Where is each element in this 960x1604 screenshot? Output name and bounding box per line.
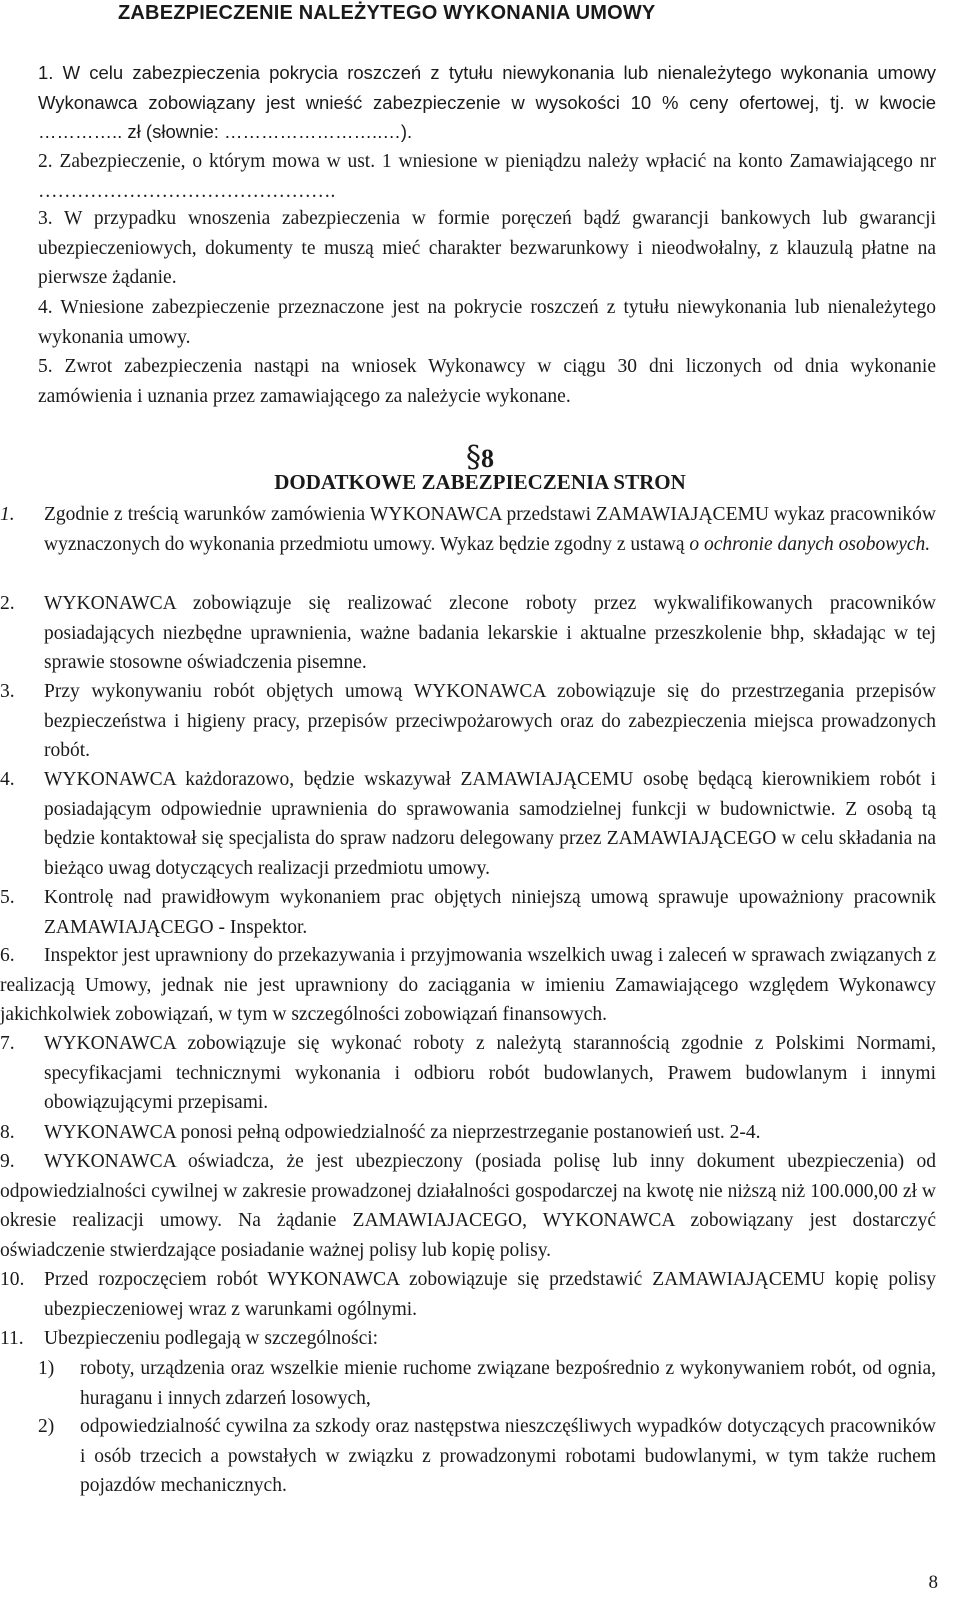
s8-item-7: [0, 1029, 936, 1118]
item-number: 1.: [0, 504, 15, 525]
item-number: 6.: [0, 945, 15, 966]
item-text: Inspektor jest uprawniony do przekazywania i przyjmowania wszelkich uwag i zaleceń w sprawach związanych z realizacją Umowy, jednak nie jest uprawniony do zaciągania w imieniu Zamawiającego względem Wykonawcy jakichkolwiek zobowiązań, w tym w szczególności zobowiązań finansowych.: [0, 945, 936, 1025]
item-number: 4.: [0, 769, 15, 790]
s8-item-5: [0, 883, 936, 942]
item-number: 5.: [0, 887, 15, 908]
s8-subitem-1: [38, 1354, 936, 1413]
s7-paragraph-5: 5. Zwrot zabezpieczenia nastąpi na wniosek Wykonawcy w ciągu 30 dni liczonych od dnia wykonanie zamówienia i uznania przez zamawiającego za należycie wykonane.: [38, 356, 936, 407]
item-number: 9.: [0, 1151, 15, 1172]
s8-item-4: [0, 765, 936, 883]
subitem-text: odpowiedzialność cywilna za szkody oraz następstwa nieszczęśliwych wypadków dotyczących pracowników i osób trzecich a powstałych w związku z prowadzonymi robotami budowlanymi, w tym także ruchem pojazdów mechanicznych.: [80, 1416, 936, 1496]
item-number: 10.: [0, 1269, 25, 1290]
s7-paragraph-4: 4. Wniesione zabezpieczenie przeznaczone jest na pokrycie roszczeń z tytułu niewykonania lub nienależytego wykonania umowy.: [38, 297, 936, 348]
item-text: Zgodnie z treścią warunków zamówienia WYKONAWCA przedstawi ZAMAWIAJĄCEMU wykaz pracowników wyznaczonych do wykonania przedmiotu umowy. Wykaz będzie zgodny z ustawą o ochronie danych osobowych.: [44, 504, 936, 555]
s8-item-1: [0, 500, 936, 559]
s8-item-8: [0, 1118, 936, 1148]
item-text: Przy wykonywaniu robót objętych umową WYKONAWCA zobowiązuje się do przestrzegania przepisów bezpieczeństwa i higieny pracy, przepisów przeciwpożarowych oraz do zabezpieczenia miejsca prowadzonych robót.: [44, 681, 936, 761]
italic-law-name: o ochronie danych osobowych.: [689, 533, 931, 555]
item-number: 11.: [0, 1328, 24, 1349]
subitem-text: roboty, urządzenia oraz wszelkie mienie ruchome związane bezpośrednio z wykonywaniem robót, od ognia, huraganu i innych zdarzeń losowych,: [80, 1358, 936, 1409]
page-number: 8: [928, 1572, 938, 1593]
s8-item-11: [0, 1324, 936, 1354]
item-text: Przed rozpoczęciem robót WYKONAWCA zobowiązuje się przedstawić ZAMAWIAJĄCEMU kopię polisy ubezpieczeniowej wraz z warunkami ogólnymi.: [44, 1269, 936, 1320]
s8-item-6: [0, 941, 936, 1030]
s8-item-2: [0, 589, 936, 678]
subitem-number: 2): [38, 1416, 55, 1437]
s7-paragraph-2: 2. Zabezpieczenie, o którym mowa w ust. 1 wniesione w pieniądzu należy wpłacić na konto Zamawiającego nr ……………………………………….: [38, 151, 936, 202]
section-8-title: DODATKOWE ZABEZPIECZENIA STRON: [274, 470, 686, 494]
s8-item-9: [0, 1147, 936, 1265]
item-number: 7.: [0, 1033, 15, 1054]
s8-item-10: [0, 1265, 936, 1324]
item-number: 2.: [0, 593, 15, 614]
s7-paragraph-1: 1. W celu zabezpieczenia pokrycia roszczeń z tytułu niewykonania lub nienależytego wykonania umowy Wykonawca zobowiązany jest wnieść zabezpieczenie w wysokości 10 % ceny ofertowej, tj. w kwocie ………….. zł (słownie: ……………………..…).: [38, 62, 936, 142]
section-sign: §: [466, 440, 481, 475]
item-text: WYKONAWCA zobowiązuje się wykonać roboty z należytą starannością zgodnie z Polskimi Normami, specyfikacjami technicznymi wykonania i odbioru robót budowlanych, Prawem budowlanym i innymi obowiązującymi przepisami.: [44, 1033, 936, 1113]
item-text: Ubezpieczeniu podlegają w szczególności:: [44, 1328, 379, 1349]
s7-paragraph-3: 3. W przypadku wnoszenia zabezpieczenia w formie poręczeń bądź gwarancji bankowych lub gwarancji ubezpieczeniowych, dokumenty te muszą mieć charakter bezwarunkowy i nieodwołalny, z klauzulą płatne na pierwsze żądanie.: [38, 208, 936, 288]
s8-item-3: [0, 677, 936, 766]
s8-subitem-2: [38, 1412, 936, 1501]
item-text: WYKONAWCA każdorazowo, będzie wskazywał ZAMAWIAJĄCEMU osobę będącą kierownikiem robót i posiadającym odpowiednie uprawnienia do sprawowania samodzielnej funkcji w budownictwie. Z osobą tą będzie kontaktował się specjalista do spraw nadzoru delegowany przez ZAMAWIAJĄCEGO w celu składania na bieżąco uwag dotyczących realizacji przedmiotu umowy.: [44, 769, 936, 879]
subitem-number: 1): [38, 1358, 55, 1379]
item-number: 3.: [0, 681, 15, 702]
item-text: WYKONAWCA zobowiązuje się realizować zlecone roboty przez wykwalifikowanych pracowników posiadających niezbędne uprawnienia, ważne badania lekarskie i aktualne przeszkolenie bhp, składając w tej sprawie stosowne oświadczenia pisemne.: [44, 593, 936, 673]
section-7-title: ZABEZPIECZENIE NALEŻYTEGO WYKONANIA UMOWY: [118, 2, 656, 24]
item-text: Kontrolę nad prawidłowym wykonaniem prac objętych niniejszą umową sprawuje upoważniony pracownik ZAMAWIAJĄCEGO - Inspektor.: [44, 887, 936, 938]
item-text: WYKONAWCA oświadcza, że jest ubezpieczony (posiada polisę lub inny dokument ubezpieczenia) od odpowiedzialności cywilnej w zakresie prowadzonej działalności gospodarczej na kwotę nie niższą niż 100.000,00 zł w okresie realizacji umowy. Na żądanie ZAMAWIAJACEGO, WYKONAWCA zobowiązany jest dostarczyć oświadczenie stwierdzające posiadanie ważnej polisy lub kopię polisy.: [0, 1151, 936, 1261]
item-text: WYKONAWCA ponosi pełną odpowiedzialność za nieprzestrzeganie postanowień ust. 2-4.: [44, 1122, 761, 1143]
section-number: 8: [481, 444, 494, 473]
item-number: 8.: [0, 1122, 15, 1143]
